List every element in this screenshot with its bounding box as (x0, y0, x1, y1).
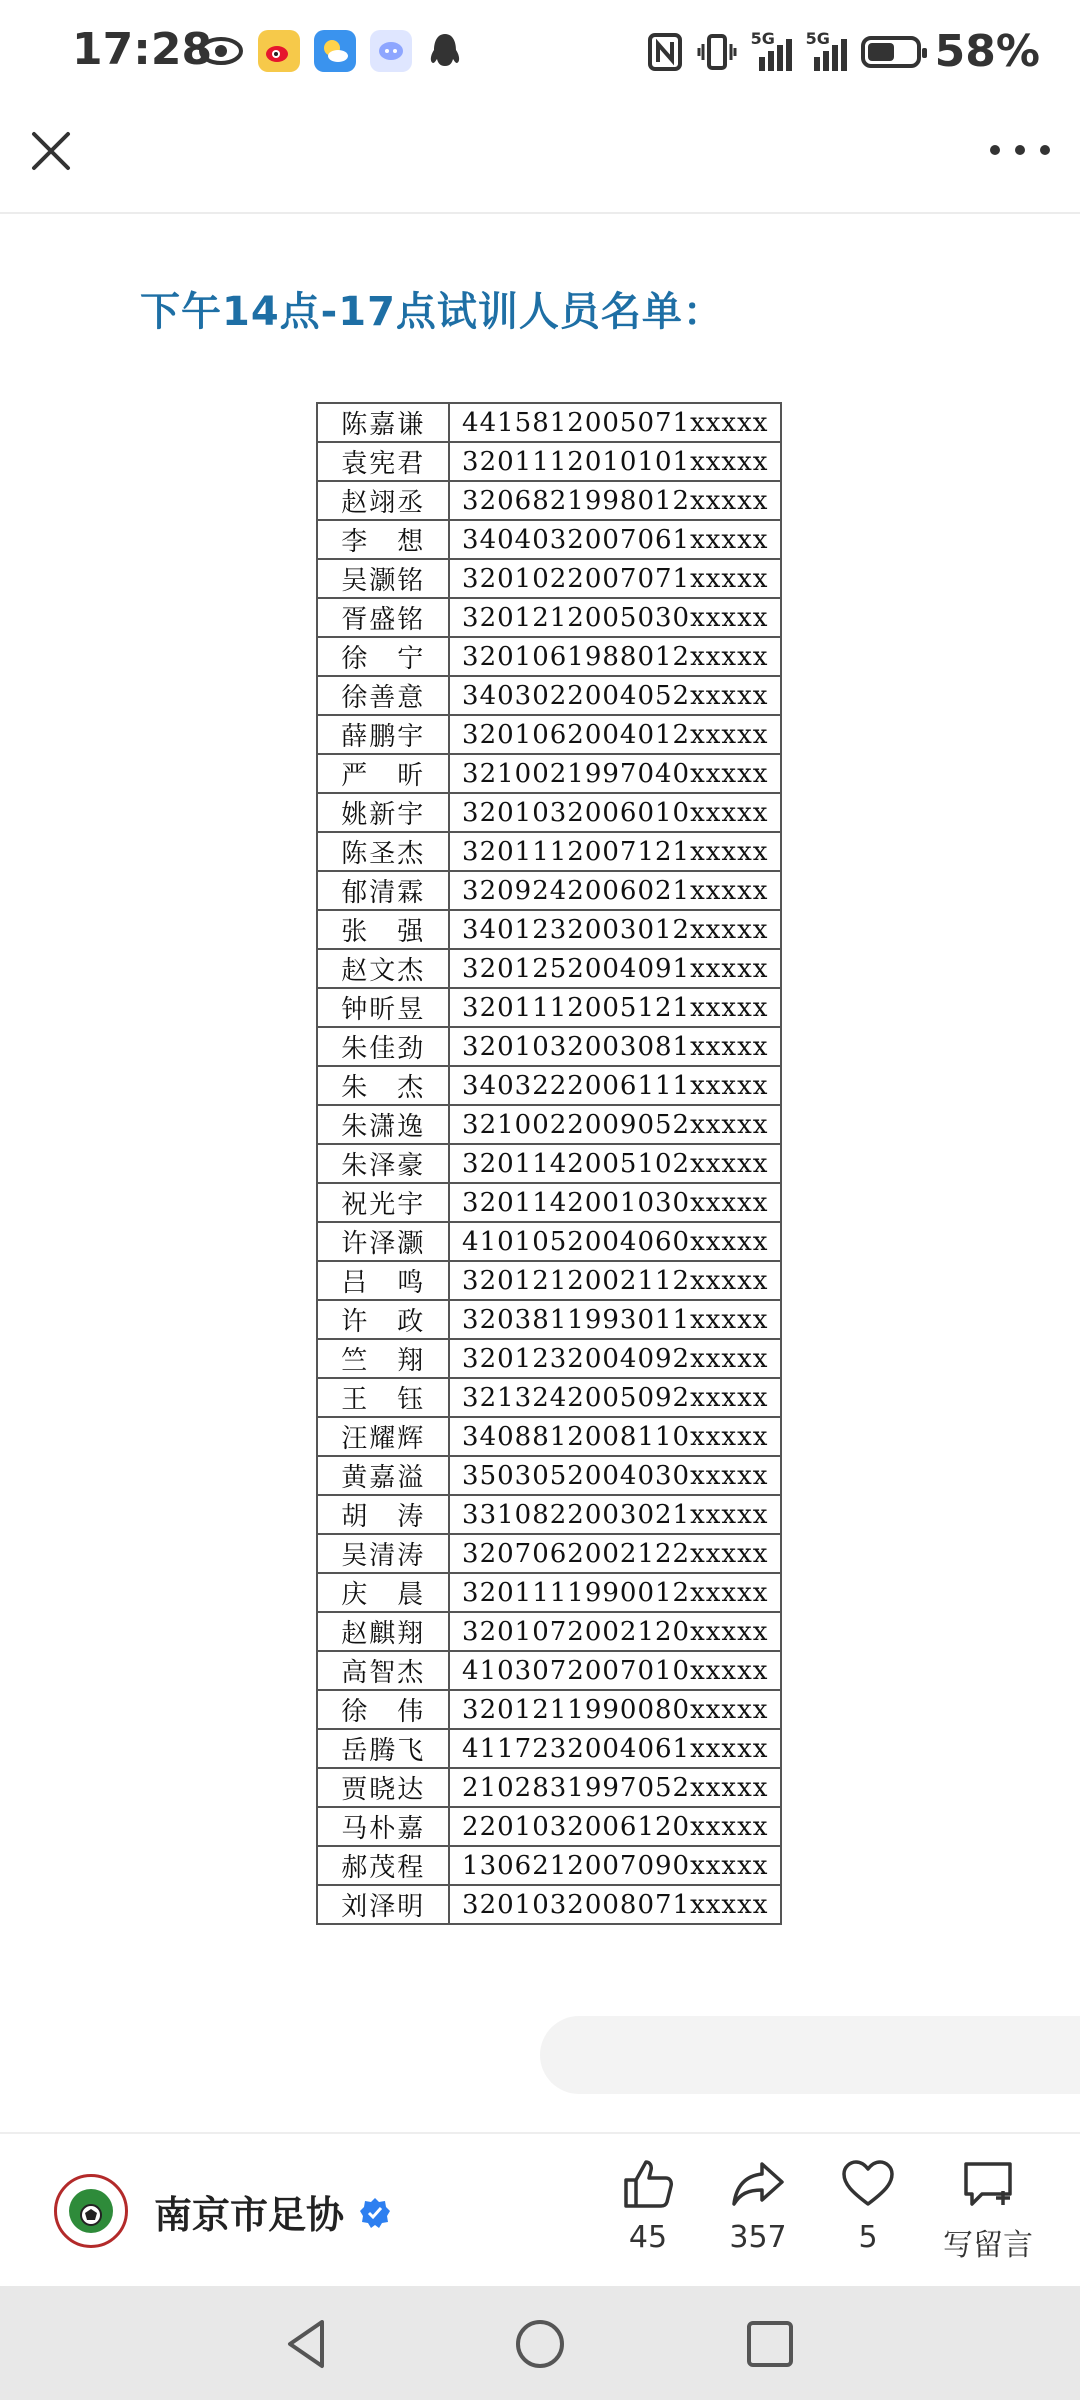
trainee-name: 徐 伟 (317, 1690, 449, 1729)
table-row (317, 1261, 781, 1300)
trainee-id-number: 3401232003012xxxxx (449, 910, 781, 949)
table-row (317, 559, 781, 598)
status-time: 17:28 (72, 24, 213, 75)
weibo-icon (258, 30, 300, 72)
trainee-name: 徐 宁 (317, 637, 449, 676)
notification-icons (198, 30, 464, 72)
table-row (317, 949, 781, 988)
table-row (317, 793, 781, 832)
comment-button[interactable] (928, 2158, 1048, 2264)
trainee-name: 赵翊丞 (317, 481, 449, 520)
table-row (317, 676, 781, 715)
trainee-id-number: 3206821998012xxxxx (449, 481, 781, 520)
signal-2-icon: 5G (806, 33, 847, 71)
like-button[interactable] (598, 2158, 698, 2255)
table-row (317, 637, 781, 676)
system-nav-bar (0, 2286, 1080, 2400)
status-bar (0, 0, 1080, 100)
table-row (317, 1300, 781, 1339)
vibrate-icon (697, 32, 737, 72)
eye-icon (198, 30, 244, 72)
signal-1-icon: 5G (751, 33, 792, 71)
trainee-id-number: 3403022004052xxxxx (449, 676, 781, 715)
trainee-name: 岳腾飞 (317, 1729, 449, 1768)
table-row (317, 598, 781, 637)
trainee-id-number: 3201211990080xxxxx (449, 1690, 781, 1729)
trainee-id-number: 4117232004061xxxxx (449, 1729, 781, 1768)
qq-penguin-icon (426, 30, 464, 72)
battery-percent: 58% (934, 26, 1040, 77)
like-count: 45 (628, 2220, 668, 2255)
table-row (317, 1183, 781, 1222)
trainee-id-number: 3210022009052xxxxx (449, 1105, 781, 1144)
table-row (317, 1066, 781, 1105)
table-row (317, 1807, 781, 1846)
table-row (317, 1846, 781, 1885)
article-heading: 下午14点-17点试训人员名单： (140, 289, 724, 335)
trainee-id-number: 3201032006010xxxxx (449, 793, 781, 832)
trainee-name: 郁清霖 (317, 871, 449, 910)
nfc-icon (647, 32, 683, 72)
trainee-name: 庆 晨 (317, 1573, 449, 1612)
account-name[interactable]: 南京市足协 (154, 2193, 345, 2237)
trainee-id-number: 3201232004092xxxxx (449, 1339, 781, 1378)
trainee-name: 赵麒翔 (317, 1612, 449, 1651)
trainee-id-number: 3310822003021xxxxx (449, 1495, 781, 1534)
trainee-name: 薛鹏宇 (317, 715, 449, 754)
trainee-name: 许泽灏 (317, 1222, 449, 1261)
trainee-name: 陈嘉谦 (317, 403, 449, 442)
trainee-name: 朱潇逸 (317, 1105, 449, 1144)
trainee-name: 胡 涛 (317, 1495, 449, 1534)
verified-badge-icon (358, 2196, 392, 2230)
share-count: 357 (729, 2220, 787, 2255)
trainee-name: 严 昕 (317, 754, 449, 793)
trainee-id-number: 3201072002120xxxxx (449, 1612, 781, 1651)
weather-icon (314, 30, 356, 72)
share-icon (730, 2158, 786, 2210)
trainee-id-number: 3201111990012xxxxx (449, 1573, 781, 1612)
trainee-id-number: 2201032006120xxxxx (449, 1807, 781, 1846)
trainee-name: 汪耀辉 (317, 1417, 449, 1456)
home-nav-icon[interactable] (510, 2314, 570, 2374)
table-row (317, 871, 781, 910)
table-row (317, 481, 781, 520)
trainee-id-number: 3201061988012xxxxx (449, 637, 781, 676)
table-row (317, 1417, 781, 1456)
trainee-id-number: 3201142005102xxxxx (449, 1144, 781, 1183)
table-row (317, 1690, 781, 1729)
qq-bubble-icon (370, 30, 412, 72)
trainee-name: 徐善意 (317, 676, 449, 715)
share-button[interactable] (708, 2158, 808, 2255)
trainee-name: 贾晓达 (317, 1768, 449, 1807)
trainee-id-number: 3203811993011xxxxx (449, 1300, 781, 1339)
table-row (317, 754, 781, 793)
trainee-id-number: 3201212002112xxxxx (449, 1261, 781, 1300)
table-row (317, 988, 781, 1027)
trainee-id-number: 1306212007090xxxxx (449, 1846, 781, 1885)
trainee-name: 袁宪君 (317, 442, 449, 481)
table-row (317, 1339, 781, 1378)
comment-label: 写留言 (943, 2228, 1033, 2263)
trainee-name: 王 钰 (317, 1378, 449, 1417)
trainee-name: 许 政 (317, 1300, 449, 1339)
trainee-name: 朱泽豪 (317, 1144, 449, 1183)
trainee-name: 高智杰 (317, 1651, 449, 1690)
trainee-id-number: 3403222006111xxxxx (449, 1066, 781, 1105)
trainee-name: 赵文杰 (317, 949, 449, 988)
heart-icon (840, 2158, 896, 2210)
top-app-bar (0, 100, 1080, 214)
table-row (317, 1105, 781, 1144)
table-row (317, 1612, 781, 1651)
trainee-name: 朱 杰 (317, 1066, 449, 1105)
favorite-count: 5 (858, 2220, 878, 2255)
back-nav-icon[interactable] (278, 2314, 338, 2374)
bottom-action-bar (0, 2132, 1080, 2286)
account-logo[interactable] (54, 2174, 128, 2248)
trainee-id-number: 3209242006021xxxxx (449, 871, 781, 910)
trainee-id-number: 3201142001030xxxxx (449, 1183, 781, 1222)
recents-nav-icon[interactable] (740, 2314, 800, 2374)
trainee-name: 吴清涛 (317, 1534, 449, 1573)
trainee-id-number: 4415812005071xxxxx (449, 403, 781, 442)
trainee-name: 钟昕昱 (317, 988, 449, 1027)
trainee-id-number: 3201112007121xxxxx (449, 832, 781, 871)
trainee-id-number: 3201022007071xxxxx (449, 559, 781, 598)
trainee-id-number: 4101052004060xxxxx (449, 1222, 781, 1261)
table-row (317, 1534, 781, 1573)
trainee-id-number: 3210021997040xxxxx (449, 754, 781, 793)
table-row (317, 1027, 781, 1066)
thumbs-up-icon (620, 2158, 676, 2210)
trainee-id-number: 3201212005030xxxxx (449, 598, 781, 637)
table-row (317, 1885, 781, 1924)
more-options-icon[interactable] (990, 140, 1050, 160)
table-row (317, 1456, 781, 1495)
trainee-name: 胥盛铭 (317, 598, 449, 637)
trainee-id-number: 3201112010101xxxxx (449, 442, 781, 481)
table-row (317, 910, 781, 949)
trainee-name: 祝光宇 (317, 1183, 449, 1222)
roster-table (316, 402, 782, 1925)
favorite-button[interactable] (818, 2158, 918, 2255)
trainee-id-number: 3201062004012xxxxx (449, 715, 781, 754)
trainee-name: 朱佳劲 (317, 1027, 449, 1066)
trainee-id-number: 3201252004091xxxxx (449, 949, 781, 988)
trainee-name: 陈圣杰 (317, 832, 449, 871)
table-row (317, 1729, 781, 1768)
trainee-id-number: 3201112005121xxxxx (449, 988, 781, 1027)
table-row (317, 1144, 781, 1183)
table-row (317, 1222, 781, 1261)
floating-toast-placeholder (540, 2016, 1080, 2094)
table-row (317, 442, 781, 481)
trainee-id-number: 3404032007061xxxxx (449, 520, 781, 559)
table-row (317, 1378, 781, 1417)
trainee-name: 黄嘉溢 (317, 1456, 449, 1495)
table-row (317, 715, 781, 754)
trainee-name: 郝茂程 (317, 1846, 449, 1885)
trainee-name: 刘泽明 (317, 1885, 449, 1924)
status-right (647, 26, 1040, 77)
trainee-id-number: 3503052004030xxxxx (449, 1456, 781, 1495)
table-row (317, 832, 781, 871)
trainee-name: 吴灏铭 (317, 559, 449, 598)
table-row (317, 1573, 781, 1612)
trainee-name: 李 想 (317, 520, 449, 559)
table-row (317, 1651, 781, 1690)
trainee-id-number: 3207062002122xxxxx (449, 1534, 781, 1573)
table-row (317, 1495, 781, 1534)
trainee-name: 吕 鸣 (317, 1261, 449, 1300)
battery-icon (861, 36, 921, 68)
trainee-id-number: 4103072007010xxxxx (449, 1651, 781, 1690)
trainee-name: 马朴嘉 (317, 1807, 449, 1846)
trainee-name: 竺 翔 (317, 1339, 449, 1378)
trainee-id-number: 3201032008071xxxxx (449, 1885, 781, 1924)
table-row (317, 403, 781, 442)
table-row (317, 1768, 781, 1807)
comment-plus-icon (960, 2158, 1016, 2210)
trainee-id-number: 2102831997052xxxxx (449, 1768, 781, 1807)
trainee-name: 张 强 (317, 910, 449, 949)
trainee-name: 姚新宇 (317, 793, 449, 832)
trainee-id-number: 3201032003081xxxxx (449, 1027, 781, 1066)
trainee-id-number: 3213242005092xxxxx (449, 1378, 781, 1417)
table-row (317, 520, 781, 559)
close-icon[interactable] (24, 124, 78, 178)
trainee-id-number: 3408812008110xxxxx (449, 1417, 781, 1456)
